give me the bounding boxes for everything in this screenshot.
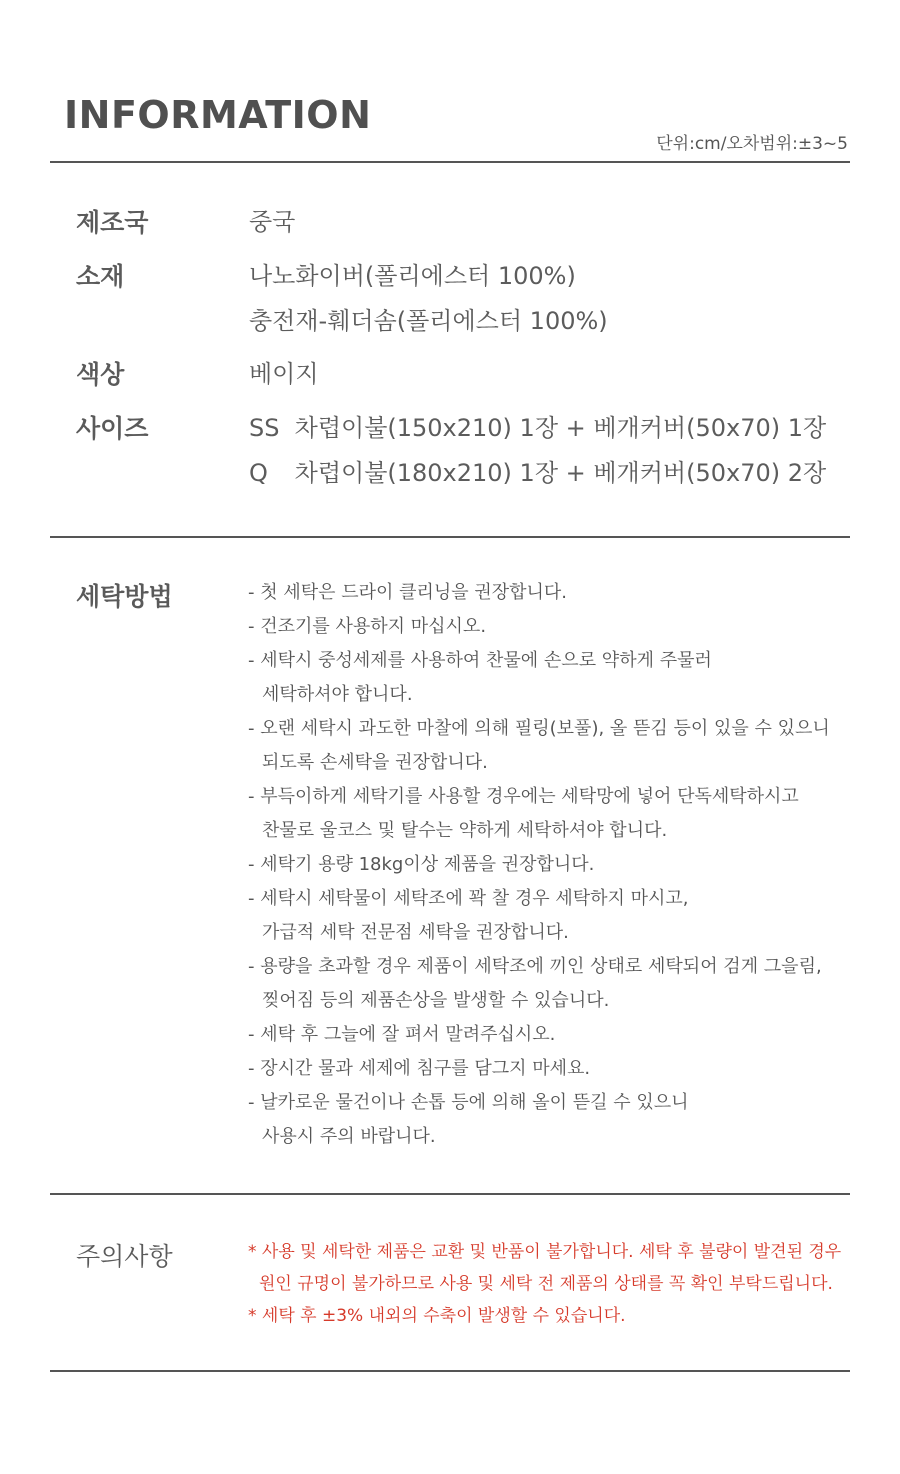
washing-list <box>248 576 836 1154</box>
caution-item-line: * 세탁 후 ±3% 내외의 수축이 발생할 수 있습니다. <box>248 1306 626 1326</box>
spec-value: 충전재-훼더솜(폴리에스터 100%) <box>249 307 608 335</box>
spec-value: 베이지 <box>249 360 319 388</box>
washing-item <box>248 644 836 712</box>
washing-item <box>248 610 836 644</box>
spec-row-material <box>76 254 836 344</box>
washing-item <box>248 882 836 950</box>
spec-label-origin: 제조국 <box>76 208 149 237</box>
spec-row-size <box>76 406 836 496</box>
spec-row-color <box>76 352 836 398</box>
washing-item-line: - 세탁시 세탁물이 세탁조에 꽉 찰 경우 세탁하지 마시고, <box>248 888 689 909</box>
washing-label: 세탁방법 <box>76 582 173 611</box>
washing-item <box>248 1086 836 1154</box>
washing-item-line: - 장시간 물과 세제에 침구를 담그지 마세요. <box>248 1058 591 1079</box>
washing-item-line: - 용량을 초과할 경우 제품이 세탁조에 끼인 상태로 세탁되어 검게 그을림, <box>248 956 822 977</box>
spec-values-material <box>249 254 836 344</box>
washing-item-line: 되도록 손세탁을 권장합니다. <box>262 752 488 773</box>
spec-value: 나노화이버(폴리에스터 100%) <box>249 262 576 290</box>
caution-list <box>248 1236 841 1332</box>
washing-item-line: - 세탁시 중성세제를 사용하여 찬물에 손으로 약하게 주물러 <box>248 650 712 671</box>
washing-item-line: - 첫 세탁은 드라이 클리닝을 권장합니다. <box>248 582 568 603</box>
caution-item <box>248 1236 841 1300</box>
spec-values-origin <box>249 200 836 246</box>
washing-item <box>248 950 836 1018</box>
washing-item-line: - 세탁 후 그늘에 잘 펴서 말려주십시오. <box>248 1024 556 1045</box>
spec-label-size: 사이즈 <box>76 414 149 443</box>
spec-label-color: 색상 <box>76 360 125 389</box>
washing-item-line: - 오랜 세탁시 과도한 마찰에 의해 필링(보풀), 올 뜯김 등이 있을 수 있으니 <box>248 718 830 739</box>
washing-item <box>248 712 836 780</box>
size-code: SS <box>249 414 280 442</box>
washing-item-line: 가급적 세탁 전문점 세탁을 권장합니다. <box>262 922 569 943</box>
divider <box>50 536 850 538</box>
spec-label-material: 소재 <box>76 262 125 291</box>
washing-item <box>248 848 836 882</box>
unit-note: 단위:cm/오차범위:±3~5 <box>656 134 848 154</box>
washing-item <box>248 1018 836 1052</box>
caution-label: 주의사항 <box>76 1242 173 1271</box>
size-option <box>249 406 836 451</box>
page-title: INFORMATION <box>64 93 372 137</box>
divider-top <box>50 161 850 163</box>
washing-item-line: 세탁하셔야 합니다. <box>262 684 413 705</box>
size-option <box>249 451 836 496</box>
caution-item <box>248 1300 841 1332</box>
caution-section <box>76 1236 842 1332</box>
washing-section <box>76 576 836 1154</box>
caution-item-line: * 사용 및 세탁한 제품은 교환 및 반품이 불가합니다. 세탁 후 불량이 발견된 경우 <box>248 1242 842 1262</box>
washing-item-line: 찬물로 울코스 및 탈수는 약하게 세탁하셔야 합니다. <box>262 820 668 841</box>
spec-table <box>76 200 836 504</box>
washing-item <box>248 576 836 610</box>
size-text: 차렵이불(180x210) 1장 + 베개커버(50x70) 2장 <box>294 459 827 487</box>
washing-item-line: 사용시 주의 바랍니다. <box>262 1126 436 1147</box>
washing-item-line: - 부득이하게 세탁기를 사용할 경우에는 세탁망에 넣어 단독세탁하시고 <box>248 786 799 807</box>
spec-values-color <box>249 352 836 398</box>
washing-item-line: - 건조기를 사용하지 마십시오. <box>248 616 487 637</box>
spec-row-origin <box>76 200 836 246</box>
size-code: Q <box>249 459 268 487</box>
divider <box>50 1193 850 1195</box>
washing-item <box>248 780 836 848</box>
washing-item-line: - 날카로운 물건이나 손톱 등에 의해 올이 뜯길 수 있으니 <box>248 1092 689 1113</box>
size-text: 차렵이불(150x210) 1장 + 베개커버(50x70) 1장 <box>294 414 827 442</box>
washing-item-line: 찢어짐 등의 제품손상을 발생할 수 있습니다. <box>262 990 610 1011</box>
spec-values-size <box>249 406 836 496</box>
divider-bottom <box>50 1370 850 1372</box>
spec-value: 중국 <box>249 208 296 236</box>
caution-item-line: 원인 규명이 불가하므로 사용 및 세탁 전 제품의 상태를 꼭 확인 부탁드립니다. <box>259 1274 833 1294</box>
washing-item-line: - 세탁기 용량 18kg이상 제품을 권장합니다. <box>248 854 595 875</box>
washing-item <box>248 1052 836 1086</box>
